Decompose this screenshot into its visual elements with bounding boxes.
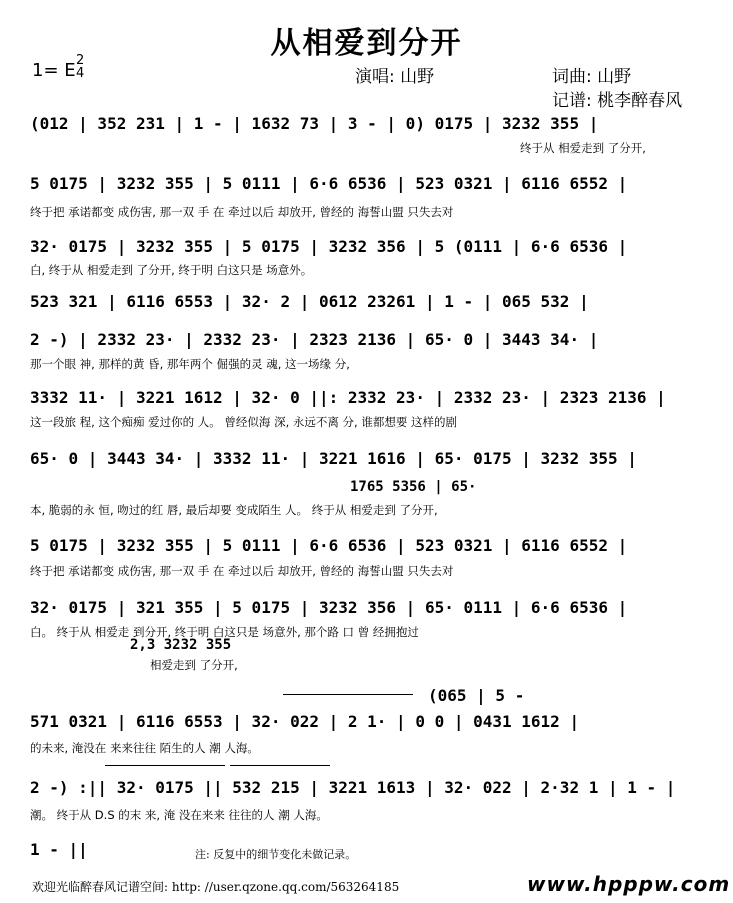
site-watermark: www.hpppw.com <box>527 872 731 896</box>
staff-notes: 32· 0175 | 3232 355 | 5 0175 | 3232 356 | 5 (0111 | 6·6 6536 | <box>30 237 628 256</box>
staff-notes: 571 0321 | 6116 6553 | 32· 022 | 2 1· | 0 0 | 0431 1612 | <box>30 712 580 731</box>
staff-line-8 <box>30 536 696 556</box>
staff-notes: 523 321 | 6116 6553 | 32· 2 | 0612 23261 | 1 - | 065 532 | <box>30 292 589 311</box>
lyric-line-3: 白, 终于从 相爱走到 了分开, 终于明 白这只是 场意外。 <box>30 263 313 277</box>
composer: 词曲: 山野 <box>552 67 632 87</box>
staff-line-4 <box>30 292 696 312</box>
staff-line-1 <box>30 114 696 134</box>
lyric-line-4: 那一个眼 神, 那样的黄 昏, 那年两个 倔强的灵 魂, 这一场缘 分, <box>30 357 350 371</box>
key-signature: 1= E <box>32 60 76 81</box>
staff-line-11 <box>30 778 696 798</box>
staff-notes: 1 - || <box>30 840 88 859</box>
transcriber: 记谱: 桃李醉春风 <box>552 91 683 111</box>
staff-notes: (065 | 5 - <box>428 686 525 705</box>
staff-line-12 <box>30 840 120 860</box>
staff-line-9 <box>30 598 696 618</box>
staff-variant <box>130 637 330 657</box>
time-bottom: 4 <box>76 66 85 81</box>
staff-variant <box>350 479 550 499</box>
volta-3 <box>230 765 330 772</box>
lyric-line-9: 相爱走到 了分开, <box>150 658 238 672</box>
staff-notes: (012 | 352 231 | 1 - | 1632 73 | 3 - | 0) 0175 | 3232 355 | <box>30 114 599 133</box>
staff-notes: 2,3 3232 355 <box>130 637 232 653</box>
volta-2 <box>105 765 225 772</box>
staff-notes: 1765 5356 | 65· <box>350 479 477 495</box>
staff-intro <box>428 686 578 706</box>
staff-notes: 5 0175 | 3232 355 | 5 0111 | 6·6 6536 | 523 0321 | 6116 6552 | <box>30 174 628 193</box>
lyric-line-7: 终于把 承诺都变 成伤害, 那一双 手 在 牵过以后 却放开, 曾经的 海誓山盟 只失去对 <box>30 564 454 578</box>
lyric-line-1: 终于从 相爱走到 了分开, <box>520 141 646 155</box>
staff-notes: 65· 0 | 3443 34· | 3332 11· | 3221 1616 | 65· 0175 | 3232 355 | <box>30 449 637 468</box>
footer-link[interactable]: 欢迎光临醉春风记谱空间: http: //user.qzone.qq.com/563264185 <box>32 880 400 894</box>
staff-line-3 <box>30 237 696 257</box>
staff-line-2 <box>30 174 696 194</box>
staff-notes: 5 0175 | 3232 355 | 5 0111 | 6·6 6536 | 523 0321 | 6116 6552 | <box>30 536 628 555</box>
time-top: 2 <box>76 53 85 68</box>
remark-note: 注: 反复中的细节变化未做记录。 <box>195 848 357 861</box>
staff-line-5 <box>30 330 696 350</box>
staff-notes: 3332 11· | 3221 1612 | 32· 0 ||: 2332 23· | 2332 23· | 2323 2136 | <box>30 388 666 407</box>
lyric-line-11: 潮。 终于从 D.S 的末 来, 淹 没在来来 往往的人 潮 人海。 <box>30 808 328 822</box>
lyric-line-6: 本, 脆弱的永 恒, 吻过的红 唇, 最后却要 变成陌生 人。 终于从 相爱走到 了分开, <box>30 503 438 517</box>
volta-1 <box>283 694 413 701</box>
song-title: 从相爱到分开 <box>270 26 463 61</box>
staff-notes: 2 -) :|| 32· 0175 || 532 215 | 3221 1613 | 32· 022 | 2·32 1 | 1 - | <box>30 778 676 797</box>
lyric-line-8: 白。 终于从 相爱走 到分开, 终于明 白这只是 场意外, 那个路 口 曾 经拥抱过 <box>30 625 419 639</box>
lyric-line-10: 的未来, 淹没在 来来往往 陌生的人 潮 人海。 <box>30 741 259 755</box>
performer: 演唱: 山野 <box>355 67 435 87</box>
staff-line-6 <box>30 388 696 408</box>
lyric-line-2: 终于把 承诺都变 成伤害, 那一双 手 在 牵过以后 却放开, 曾经的 海誓山盟 只失去对 <box>30 205 454 219</box>
time-signature <box>76 54 84 80</box>
staff-notes: 2 -) | 2332 23· | 2332 23· | 2323 2136 | 65· 0 | 3443 34· | <box>30 330 599 349</box>
lyric-line-5: 这一段旅 程, 这个痴痴 爱过你的 人。 曾经似海 深, 永远不离 分, 谁都想要 这样的剧 <box>30 415 458 429</box>
staff-notes: 32· 0175 | 321 355 | 5 0175 | 3232 356 | 65· 0111 | 6·6 6536 | <box>30 598 628 617</box>
staff-line-7 <box>30 449 696 469</box>
staff-line-10 <box>30 712 696 732</box>
